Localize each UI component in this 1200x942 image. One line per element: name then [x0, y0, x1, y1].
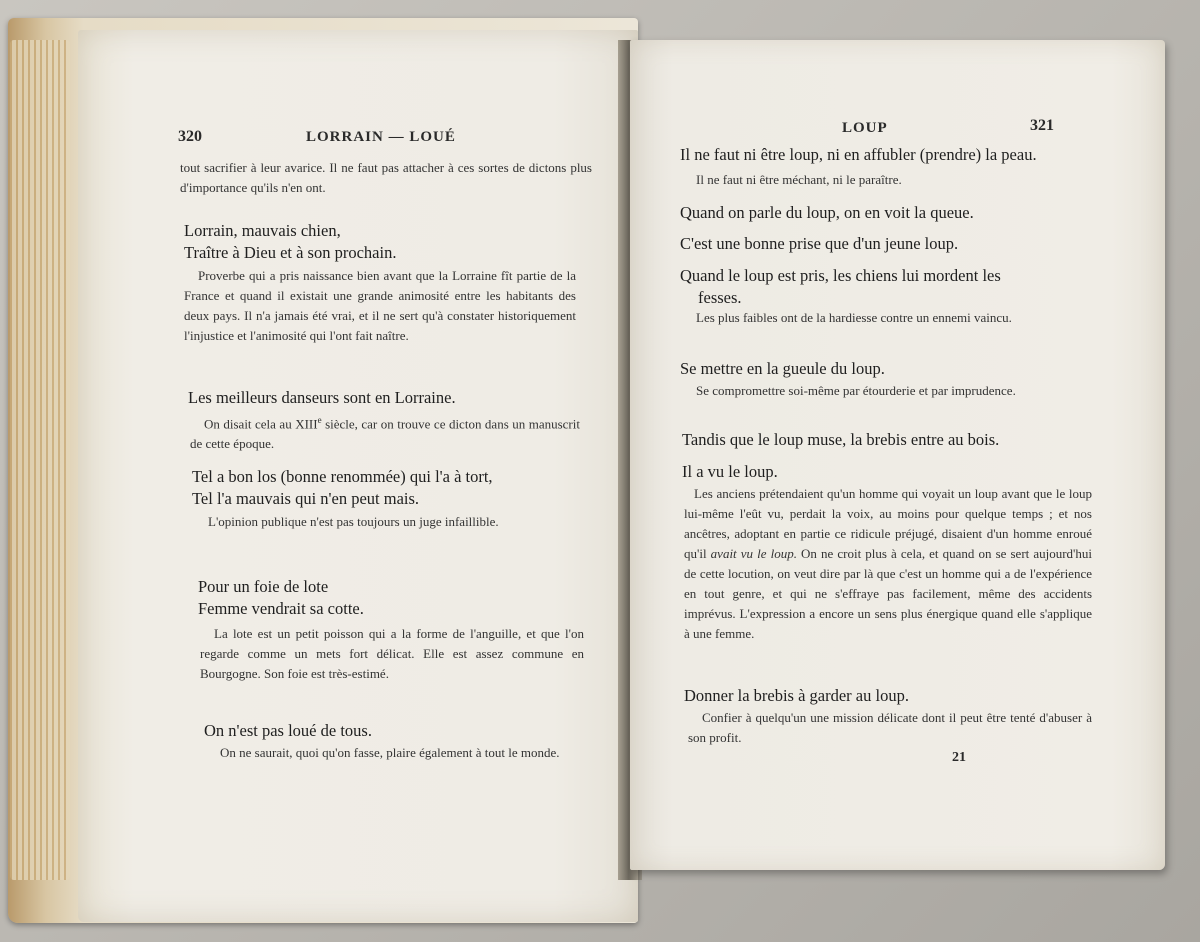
explanation-foie-de-lote: La lote est un petit poisson qui a la forme de l'anguille, et que l'on regarde comme un mets fort délicat. Elle est assez commune en Bourgogne. Son foie est très-estimé.	[200, 626, 584, 681]
proverb-loue: On n'est pas loué de tous.	[204, 721, 372, 740]
proverb-line: Femme vendrait sa cotte.	[198, 599, 364, 618]
proverb-line: Lorrain, mauvais chien,	[184, 221, 341, 240]
proverb-line: Pour un foie de lote	[198, 577, 329, 596]
left-page	[78, 30, 638, 922]
right-running-head: LOUP	[842, 120, 888, 136]
proverb-danseurs: Les meilleurs danseurs sont en Lorraine.	[188, 388, 456, 407]
explanation-bon-los: L'opinion publique n'est pas toujours un juge infaillible.	[208, 514, 499, 529]
left-page-number: 320	[178, 128, 202, 145]
century-superscript: e	[317, 415, 322, 425]
explanation-loue: On ne saurait, quoi qu'on fasse, plaire également à tout le monde.	[220, 745, 560, 760]
proverb-vu-le-loup: Il a vu le loup.	[682, 462, 778, 481]
proverb-bon-los	[192, 466, 612, 510]
proverb-line: fesses.	[698, 288, 742, 307]
right-page	[630, 40, 1165, 870]
explanation-part: On ne croit plus à cela, et quand on se sert aujourd'hui de cette locution, on veut dire par là que c'est un homme qui a de l'expérience en tout genre, et qui ne s'effraye pas facilement, même des accidents imprévus. L'expression a encore un sens plus énergique quand elle s'applique à une femme.	[684, 546, 1093, 641]
left-intro-text: tout sacrifier à leur avarice. Il ne faut pas attacher à ces sortes de dictons plus d'importance qu'ils n'en ont.	[180, 160, 592, 195]
explanation-vu-le-loup	[684, 484, 1092, 644]
proverb-line: Tel l'a mauvais qui n'en peut mais.	[192, 489, 420, 508]
proverb-jeune-loup: C'est une bonne prise que d'un jeune loup.	[680, 234, 959, 253]
century-numeral: XIII	[295, 416, 318, 432]
signature-mark: 21	[952, 750, 966, 765]
proverb-line: Traître à Dieu et à son prochain.	[184, 243, 397, 262]
proverb-line: Tel a bon los (bonne renommée) qui l'a à tort,	[192, 467, 493, 486]
proverb-loup-pris	[680, 265, 1120, 309]
left-running-head: LORRAIN — LOUÉ	[306, 129, 456, 145]
explanation-part: On disait cela au	[204, 416, 292, 432]
proverb-gueule-du-loup: Se mettre en la gueule du loup.	[680, 359, 885, 378]
explanation-danseurs	[190, 410, 580, 454]
right-page-number: 321	[1030, 117, 1054, 134]
explanation-gueule-du-loup: Se compromettre soi-même par étourderie et par imprudence.	[696, 383, 1016, 398]
explanation-italic: avait vu le loup.	[710, 546, 797, 561]
explanation-ni-etre-loup: Il ne faut ni être méchant, ni le paraître.	[696, 172, 902, 187]
proverb-brebis-au-loup: Donner la brebis à garder au loup.	[684, 686, 909, 705]
explanation-part: Les anciens prétendaient qu'un homme qui voyait un loup avant que le loup lui-même l'eût vu, perdait la voix, au moins pour quelque temps ; et nos ancêtres, adoptant en partie ce ridicule préjugé, disaient d'un homme enroué qu'il	[684, 486, 1092, 561]
explanation-brebis-au-loup: Confier à quelqu'un une mission délicate dont il peut être tenté d'abuser à son profit.	[688, 710, 1092, 745]
proverb-loup-muse: Tandis que le loup muse, la brebis entre au bois.	[682, 430, 1000, 449]
explanation-loup-pris: Les plus faibles ont de la hardiesse contre un ennemi vaincu.	[696, 310, 1012, 325]
explanation-part: siècle, car on trouve ce dicton dans un manuscrit de cette époque.	[190, 416, 580, 452]
explanation-lorrain: Proverbe qui a pris naissance bien avant que la Lorraine fît partie de la France et quand il existait une grande animosité entre les habitants des deux pays. Il n'a jamais été vrai, et il ne sert qu'à constater historiquement l'injustice et l'animosité qui l'ont fait naître.	[184, 268, 576, 343]
worn-page-edges	[10, 40, 70, 880]
proverb-line: Quand le loup est pris, les chiens lui mordent les	[680, 266, 1001, 285]
proverb-parle-du-loup: Quand on parle du loup, on en voit la queue.	[680, 203, 974, 222]
proverb-foie-de-lote	[198, 576, 618, 620]
proverb-ni-etre-loup: Il ne faut ni être loup, ni en affubler (prendre) la peau.	[680, 145, 1037, 164]
proverb-lorrain	[184, 220, 604, 264]
